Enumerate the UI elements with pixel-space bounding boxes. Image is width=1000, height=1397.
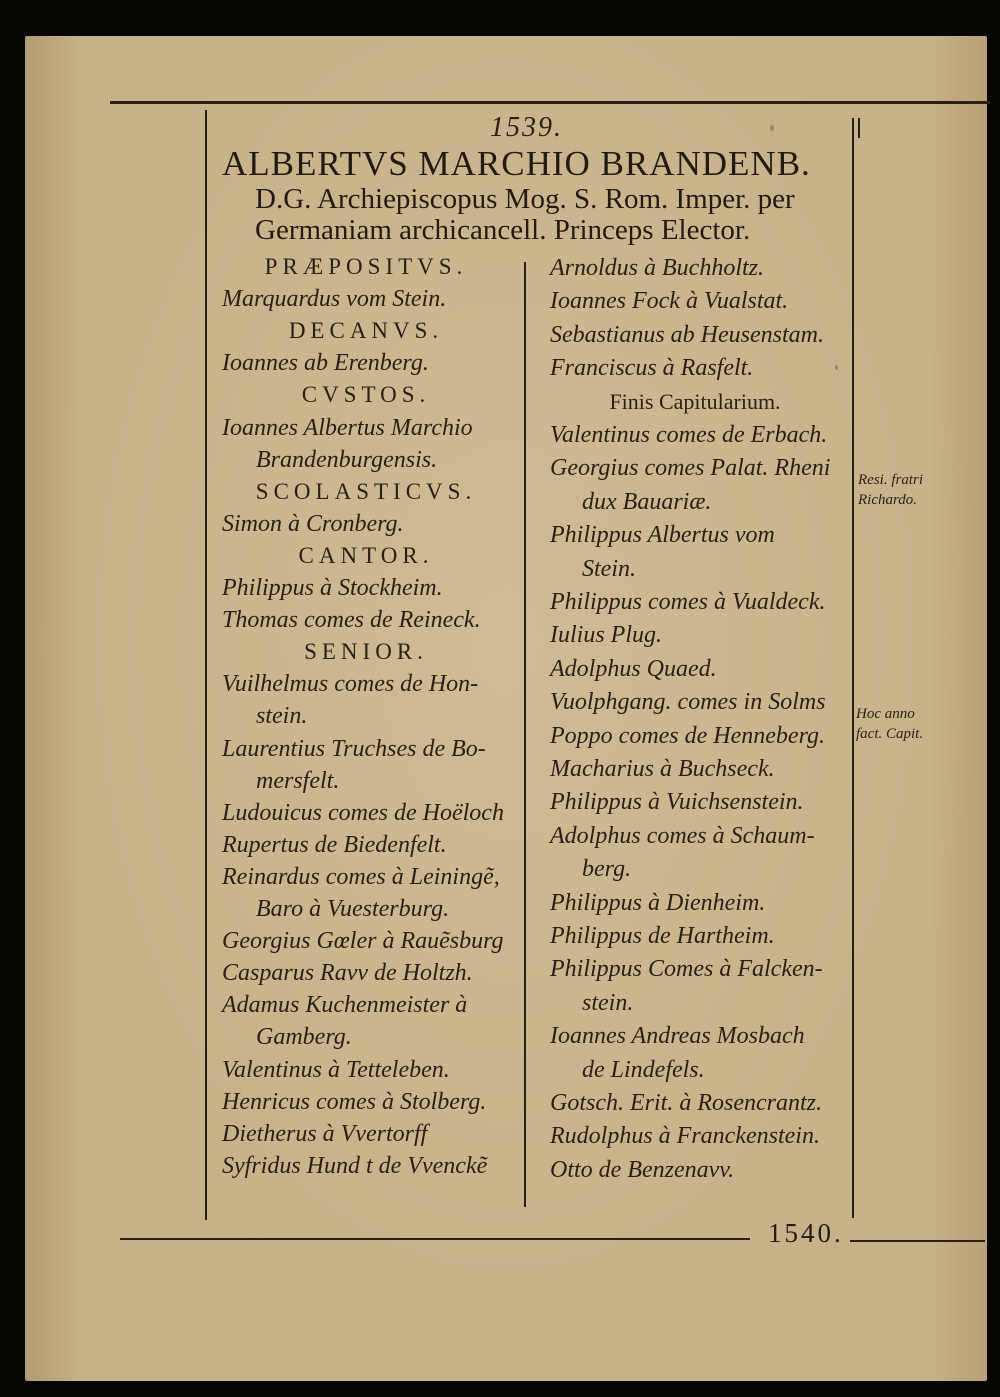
name-entry: Philippus Albertus vom <box>550 522 775 549</box>
ink-spot <box>835 365 838 370</box>
section-heading: CANTOR. <box>298 542 434 568</box>
top-rule <box>110 101 990 104</box>
name-entry: Philippus de Hartheim. <box>550 923 775 949</box>
name-entry: Marquardus vom Stein. <box>222 286 447 313</box>
name-entry: Laurentius Truchses de Bo- <box>222 735 486 762</box>
name-entry: Georgius Gœler à Rauẽsburg <box>222 928 504 955</box>
margin-note-line: Richardo. <box>858 492 918 508</box>
margin-note <box>858 470 923 510</box>
catchword-year: 1540. <box>768 1218 844 1248</box>
name-entry: dux Bauariæ. <box>582 488 712 515</box>
name-entry: Thomas comes de Reineck. <box>222 607 481 634</box>
left-frame-line <box>205 110 207 1220</box>
section-heading: SCOLASTICVS. <box>255 478 477 504</box>
name-entry: Sebastianus ab Heusenstam. <box>550 321 824 348</box>
bottom-rule-left <box>120 1238 750 1240</box>
name-entry: Gotsch. Erit. à Rosencrantz. <box>550 1090 822 1116</box>
name-entry: stein. <box>256 703 308 730</box>
name-entry: Casparus Ravv de Holtzh. <box>222 960 473 987</box>
name-entry: Ioannes Albertus Marchio <box>222 414 473 441</box>
name-entry: Philippus comes à Vualdeck. <box>550 589 826 615</box>
name-entry: Franciscus à Rasfelt. <box>550 355 754 382</box>
name-entry: Adolphus comes à Schaum- <box>550 822 815 849</box>
name-entry: Baro à Vuesterburg. <box>256 896 450 922</box>
name-entry: Valentinus à Tetteleben. <box>222 1056 450 1083</box>
page-title: ALBERTVS MARCHIO BRANDENB. <box>222 144 811 183</box>
name-entry: Philippus à Vuichsenstein. <box>550 789 804 816</box>
bottom-rule-right <box>850 1240 985 1242</box>
name-entry: Valentinus comes de Erbach. <box>550 422 828 448</box>
name-entry: Poppo comes de Henneberg. <box>550 722 826 749</box>
name-entry: Vuilhelmus comes de Hon- <box>222 671 479 698</box>
name-entry: Philippus à Dienheim. <box>550 889 766 916</box>
section-note: Finis Capitularium. <box>609 388 781 414</box>
name-entry: Ludouicus comes de Hoëloch <box>222 799 504 826</box>
subtitle-line-2: Germaniam archicancell. Princeps Elector. <box>255 214 751 246</box>
section-heading: PRÆPOSITVS. <box>264 254 468 279</box>
name-entry: Philippus Comes à Falcken- <box>550 956 823 983</box>
name-entry: Dietherus à Vvertorff <box>222 1120 428 1147</box>
margin-note-line: Hoc anno <box>856 706 915 722</box>
margin-note-line: fact. Capit. <box>856 726 924 742</box>
name-entry: Ioannes ab Erenberg. <box>222 350 429 377</box>
section-heading: CVSTOS. <box>301 382 431 408</box>
name-entry: Adolphus Quaed. <box>550 655 717 682</box>
top-right-mark <box>858 118 860 138</box>
section-heading: SENIOR. <box>304 639 428 665</box>
name-entry: Gamberg. <box>256 1024 352 1051</box>
name-entry: Rupertus de Biedenfelt. <box>222 831 447 858</box>
section-heading: DECANVS. <box>288 318 444 344</box>
name-entry: Philippus à Stockheim. <box>222 575 443 601</box>
column-divider <box>524 262 526 1207</box>
subtitle-line-1: D.G. Archiepiscopus Mog. S. Rom. Imper. per <box>255 183 795 215</box>
name-entry: Rudolphus à Franckenstein. <box>550 1123 820 1150</box>
name-entry: berg. <box>582 856 632 883</box>
name-entry: Ioannes Andreas Mosbach <box>550 1023 805 1050</box>
margin-note-line: Resi. fratri <box>858 472 924 488</box>
name-entry: Adamus Kuchenmeister à <box>222 992 468 1019</box>
name-entry: Macharius à Buchseck. <box>550 756 775 782</box>
name-entry: Otto de Benzenavv. <box>550 1156 735 1183</box>
right-frame-line <box>852 118 854 1218</box>
running-head: 1539. <box>490 112 563 143</box>
name-entry: stein. <box>582 989 634 1016</box>
name-entry: Ioannes Fock à Vualstat. <box>550 288 789 315</box>
name-entry: mersfelt. <box>256 767 340 794</box>
name-entry: Henricus comes à Stolberg. <box>222 1088 487 1115</box>
name-entry: Arnoldus à Buchholtz. <box>550 255 764 281</box>
name-entry: Georgius comes Palat. Rheni <box>550 455 831 482</box>
name-entry: Iulius Plug. <box>550 622 662 649</box>
name-entry: Reinardus comes à Leiningẽ, <box>222 863 500 890</box>
name-entry: de Lindefels. <box>582 1056 705 1083</box>
name-entry: Vuolphgang. comes in Solms <box>550 689 826 716</box>
name-entry: Stein. <box>582 555 636 582</box>
name-entry: Syfridus Hund t de Vvenckẽ <box>222 1152 488 1179</box>
margin-note <box>856 704 923 744</box>
ink-spot <box>770 125 774 131</box>
name-entry: Simon à Cronberg. <box>222 510 404 537</box>
name-entry: Brandenburgensis. <box>256 446 438 473</box>
